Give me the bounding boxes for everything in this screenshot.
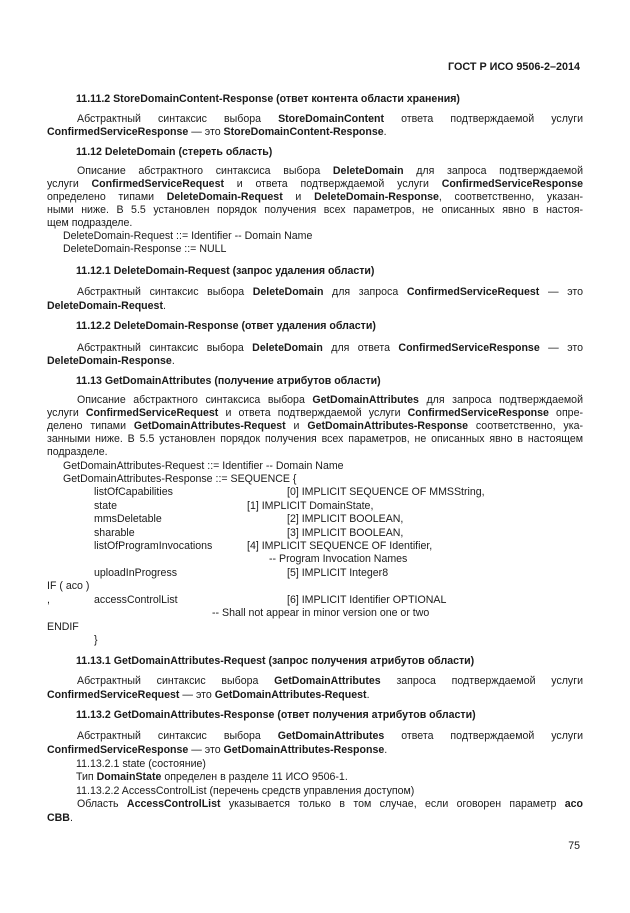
section-heading: 11.12 DeleteDomain (стереть область) (76, 146, 273, 158)
section-heading: 11.11.2 StoreDomainContent-Response (ответ контента области хранения) (76, 93, 460, 105)
section-heading: 11.13.1 GetDomainAttributes-Request (запрос получения атрибутов области) (76, 655, 475, 667)
section-heading: 11.12.2 DeleteDomain-Response (ответ удаления области) (76, 320, 376, 332)
text-line: занными ниже. В 5.5 установлен порядок получения всех параметров, не описанных явно в настоящем (47, 433, 583, 445)
text-line: услуги ConfirmedServiceRequest и ответа подтверждаемой услуги ConfirmedServiceResponse опре- (47, 407, 583, 419)
text-line: Абстрактный синтаксис выбора GetDomainAttributes ответа подтверждаемой услуги (77, 730, 583, 742)
text-line: CBB. (47, 812, 73, 824)
text-line: GetDomainAttributes-Request ::= Identifier -- Domain Name (63, 460, 344, 472)
text-line: 11.13.2.2 AccessControlList (перечень средств управления доступом) (76, 785, 415, 797)
page-number: 75 (568, 840, 580, 852)
text-line: определено типами DeleteDomain-Request и DeleteDomain-Response, соответственно, указан- (47, 191, 583, 203)
text-line: IF ( aco ) (47, 580, 90, 592)
text-line: mmsDeletable (94, 513, 162, 525)
text-line: услуги ConfirmedServiceRequest и ответа подтверждаемой услуги ConfirmedServiceResponse (47, 178, 583, 190)
text-line: Описание абстрактного синтаксиса выбора GetDomainAttributes для запроса подтверждаемой (77, 394, 583, 406)
text-line: [1] IMPLICIT DomainState, (247, 500, 374, 512)
text-line: -- Program Invocation Names (269, 553, 408, 565)
text-line: [3] IMPLICIT BOOLEAN, (287, 527, 404, 539)
text-line: щем подразделе. (47, 217, 133, 229)
text-line: Тип DomainState определен в разделе 11 ИСО 9506-1. (76, 771, 348, 783)
text-line: DeleteDomain-Request. (47, 300, 166, 312)
text-line: sharable (94, 527, 135, 539)
text-line: Абстрактный синтаксис выбора DeleteDomain для запроса ConfirmedServiceRequest — это (77, 286, 583, 298)
text-line: listOfCapabilities (94, 486, 173, 498)
text-line: Область AccessControlList указывается только в том случае, если оговорен параметр aco (77, 798, 583, 810)
text-line: , (47, 594, 50, 606)
text-line: uploadInProgress (94, 567, 178, 579)
section-heading: 11.12.1 DeleteDomain-Request (запрос удаления области) (76, 265, 375, 277)
text-line: accessControlList (94, 594, 178, 606)
text-line: 11.13.2.1 state (состояние) (76, 758, 206, 770)
text-line: GetDomainAttributes-Response ::= SEQUENCE { (63, 473, 297, 485)
text-line: [6] IMPLICIT Identifier OPTIONAL (287, 594, 447, 606)
page-header: ГОСТ Р ИСО 9506-2–2014 (447, 61, 580, 73)
text-line: [0] IMPLICIT SEQUENCE OF MMSString, (287, 486, 485, 498)
text-line: ENDIF (47, 621, 79, 633)
text-line: ными ниже. В 5.5 установлен порядок получения всех параметров, не описанных явно в настоя- (47, 204, 583, 216)
text-line: делено типами GetDomainAttributes-Request и GetDomainAttributes-Response соответственно, ука- (47, 420, 583, 432)
text-line: ConfirmedServiceRequest — это GetDomainAttributes-Request. (47, 689, 370, 701)
text-line: Абстрактный синтаксис выбора DeleteDomain для ответа ConfirmedServiceResponse — это (77, 342, 583, 354)
text-line: [2] IMPLICIT BOOLEAN, (287, 513, 404, 525)
text-line: [5] IMPLICIT Integer8 (287, 567, 389, 579)
text-line: ConfirmedServiceResponse — это GetDomainAttributes-Response. (47, 744, 388, 756)
text-line: -- Shall not appear in minor version one or two (212, 607, 430, 619)
section-heading: 11.13 GetDomainAttributes (получение атрибутов области) (76, 375, 381, 387)
section-heading: 11.13.2 GetDomainAttributes-Response (ответ получения атрибутов области) (76, 709, 476, 721)
text-line: DeleteDomain-Response. (47, 355, 175, 367)
text-line: Абстрактный синтаксис выбора StoreDomainContent ответа подтверждаемой услуги (77, 113, 583, 125)
text-line: DeleteDomain-Request ::= Identifier -- Domain Name (63, 230, 313, 242)
text-line: state (94, 500, 117, 512)
text-line: DeleteDomain-Response ::= NULL (63, 243, 227, 255)
text-line: [4] IMPLICIT SEQUENCE OF Identifier, (247, 540, 433, 552)
text-line: listOfProgramInvocations (94, 540, 213, 552)
text-line: Описание абстрактного синтаксиса выбора DeleteDomain для запроса подтверждаемой (77, 165, 583, 177)
text-line: Абстрактный синтаксис выбора GetDomainAttributes запроса подтверждаемой услуги (77, 675, 583, 687)
text-line: } (94, 634, 98, 646)
text-line: ConfirmedServiceResponse — это StoreDomainContent-Response. (47, 126, 387, 138)
text-line: подразделе. (47, 446, 108, 458)
